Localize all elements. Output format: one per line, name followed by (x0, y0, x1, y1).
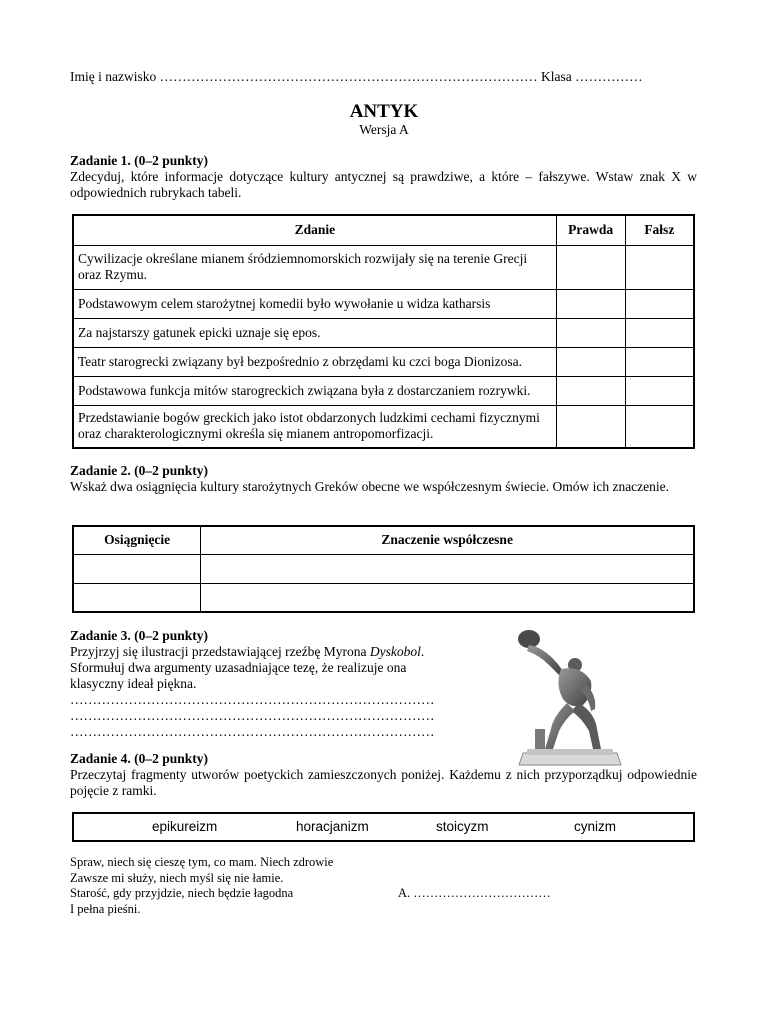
task3-instruction-line1 (70, 644, 510, 660)
poem-fragment-a (70, 855, 333, 917)
page-title: ANTYK (349, 101, 419, 122)
column-header-achievement: Osiągnięcie (73, 526, 201, 554)
poem-line: Starość, gdy przyjdzie, niech będzie łagodna (70, 886, 294, 900)
column-header-true: Prawda (556, 215, 625, 245)
task2-instruction: Wskaż dwa osiągnięcia kultury starożytnych Greków obecne we współczesnym świecie. Omów ich znaczenie. (70, 479, 670, 494)
answer-a-field[interactable]: …………………………… (413, 886, 551, 900)
statement-cell: Cywilizacje określane mianem śródziemnomorskich rozwijały się na terenie Grecji oraz Rzymu. (73, 245, 556, 289)
column-header-sentence: Zdanie (73, 215, 556, 245)
class-label: Klasa (540, 69, 572, 84)
table-header-row (73, 526, 694, 554)
terms-box (72, 812, 695, 842)
table-row (73, 289, 694, 318)
task3-text-before: Przyjrzyj się ilustracji przedstawiającej rzeźbę Myrona (70, 644, 370, 659)
task3-heading: Zadanie 3. (0–2 punkty) (70, 628, 209, 643)
false-answer-cell[interactable] (625, 289, 694, 318)
table-header-row (73, 215, 694, 245)
term-horacjanizm: horacjanizm (296, 819, 369, 834)
task1-table (72, 214, 695, 449)
student-info-line (70, 69, 710, 85)
term-epikureizm: epikureizm (152, 819, 218, 834)
answer-line[interactable]: ……………………………………………………………………… (70, 708, 435, 723)
true-answer-cell[interactable] (556, 289, 625, 318)
statement-cell: Przedstawianie bogów greckich jako istot obdarzonych ludzkimi cechami fizycznymi oraz charakterologicznymi określa się mianem antropomorfizacji. (73, 405, 556, 448)
table-row (73, 405, 694, 448)
task2-table (72, 525, 695, 613)
achievement-answer-cell[interactable] (73, 554, 201, 583)
task2-heading: Zadanie 2. (0–2 punkty) (70, 463, 209, 478)
answer-a-label: A. (398, 886, 411, 900)
poem-line: I pełna pieśni. (70, 901, 141, 916)
column-header-meaning: Znaczenie współczesne (201, 526, 694, 554)
achievement-answer-cell[interactable] (73, 583, 201, 612)
meaning-answer-cell[interactable] (201, 554, 694, 583)
poem-line: Zawsze mi służy, niech myśl się nie łamie. (70, 870, 284, 885)
table-row (73, 376, 694, 405)
false-answer-cell[interactable] (625, 405, 694, 448)
term-stoicyzm: stoicyzm (436, 819, 489, 834)
task3-instruction-line3: klasyczny ideał piękna. (70, 676, 197, 691)
task4-instruction: Przeczytaj fragmenty utworów poetyckich zamieszczonych poniżej. Każdemu z nich przyporządkuj odpowiednie pojęcie z ramki. (70, 767, 697, 798)
false-answer-cell[interactable] (625, 347, 694, 376)
task3-instruction-line2: Sformułuj dwa argumenty uzasadniające tezę, że realizuje ona (70, 660, 407, 675)
true-answer-cell[interactable] (556, 347, 625, 376)
true-answer-cell[interactable] (556, 405, 625, 448)
name-label: Imię i nazwisko (70, 69, 157, 84)
class-field[interactable]: …………… (575, 69, 643, 84)
true-answer-cell[interactable] (556, 376, 625, 405)
discobolus-sculpture-image (505, 625, 625, 770)
page-subtitle: Wersja A (359, 122, 409, 137)
false-answer-cell[interactable] (625, 318, 694, 347)
answer-line[interactable]: ……………………………………………………………………… (70, 692, 435, 707)
statement-cell: Podstawowa funkcja mitów starogreckich związana była z dostarczaniem rozrywki. (73, 376, 556, 405)
table-row (73, 318, 694, 347)
table-row (73, 583, 694, 612)
name-field[interactable]: ………………………………………………………………………… (159, 69, 538, 84)
meaning-answer-cell[interactable] (201, 583, 694, 612)
true-answer-cell[interactable] (556, 318, 625, 347)
term-cynizm: cynizm (574, 819, 617, 834)
false-answer-cell[interactable] (625, 245, 694, 289)
statement-cell: Teatr starogrecki związany był bezpośrednio z obrzędami ku czci boga Dionizosa. (73, 347, 556, 376)
task1-instruction: Zdecyduj, które informacje dotyczące kultury antycznej są prawdziwe, a które – fałszywe. Wstaw znak X w odpowiednich rubrykach tabeli. (70, 169, 697, 200)
answer-a (398, 886, 551, 902)
true-answer-cell[interactable] (556, 245, 625, 289)
column-header-false: Fałsz (625, 215, 694, 245)
table-row (73, 245, 694, 289)
answer-line[interactable]: ……………………………………………………………………… (70, 724, 435, 739)
poem-line: Spraw, niech się cieszę tym, co mam. Niech zdrowie (70, 855, 334, 869)
false-answer-cell[interactable] (625, 376, 694, 405)
statement-cell: Podstawowym celem starożytnej komedii było wywołanie u widza katharsis (73, 289, 556, 318)
task1-heading: Zadanie 1. (0–2 punkty) (70, 153, 209, 168)
task4-heading: Zadanie 4. (0–2 punkty) (70, 751, 209, 766)
statement-cell: Za najstarszy gatunek epicki uznaje się epos. (73, 318, 556, 347)
table-row (73, 347, 694, 376)
sculpture-title: Dyskobol (369, 644, 421, 659)
table-row (73, 554, 694, 583)
task3-text-after: . (420, 644, 425, 659)
